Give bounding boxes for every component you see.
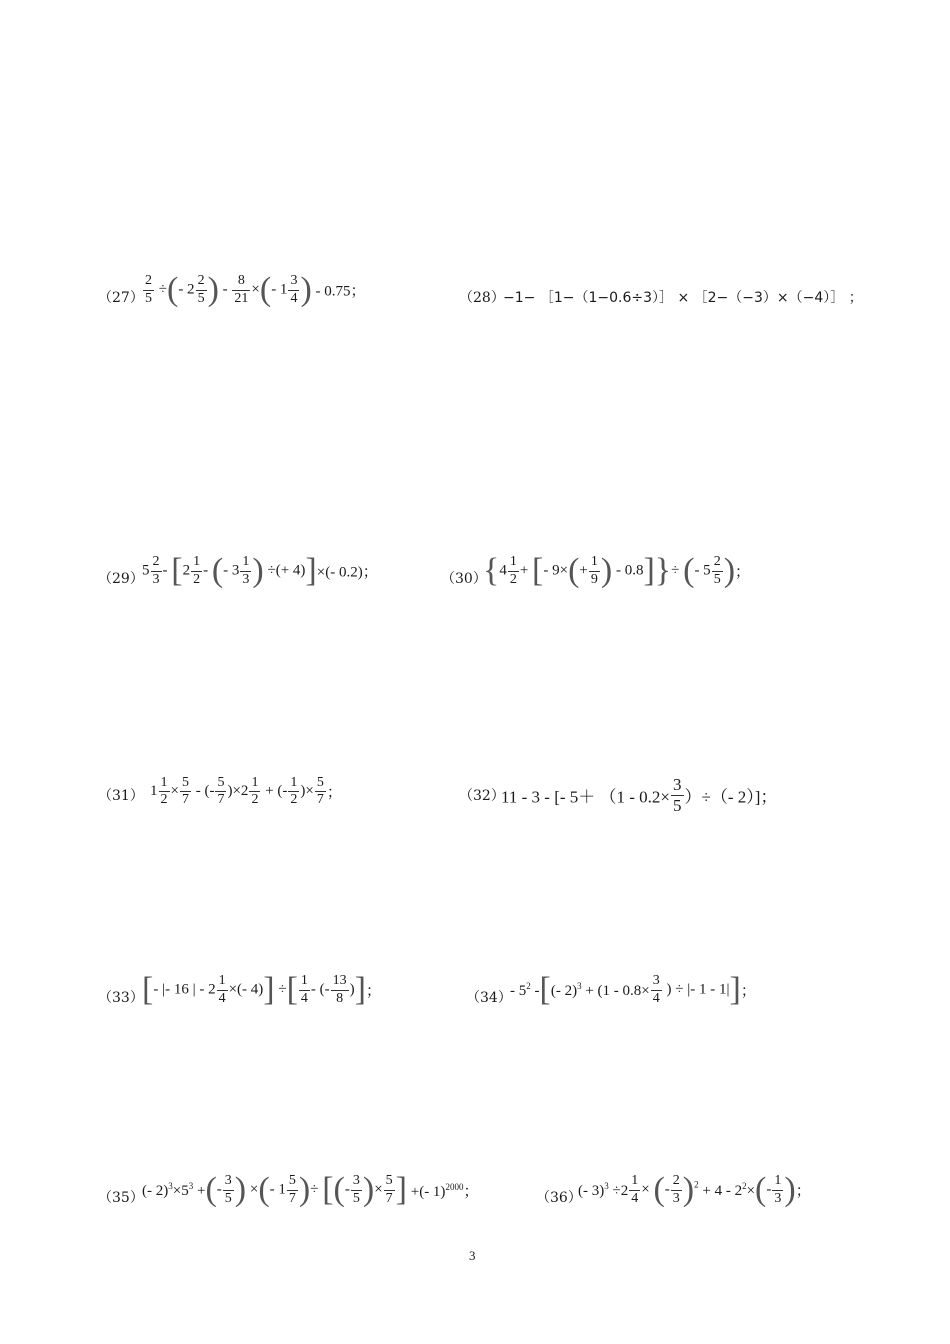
problem-expression: (- $2)^3\times 5^3$ +(- $\frac{3}{5}$ ) ×(- 1 $\frac{5}{7}$ )÷ [(- $\frac{3}{5}$ )× $\frac{5}{7}$ ] +(- 1)$^{2000}$； [142, 1171, 479, 1208]
problem-label: （36） [536, 1190, 582, 1206]
problem-label: （29） [98, 571, 144, 587]
problem-label: （30） [441, 571, 487, 587]
problem-label: （31） [98, 788, 144, 804]
problem-label: （28） [459, 290, 505, 306]
problem-expression: $\frac{2}{5}$ ÷(- 2 $\frac{2}{5}$ ) - $\frac{8}{21}$ ×(- 1 $\frac{3}{4}$ ) - 0.75； [145, 271, 366, 308]
problem-label: （33） [98, 990, 144, 1006]
problem-label: （35） [98, 1190, 144, 1206]
page-number: 3 [469, 1248, 476, 1263]
problem-expression: 1 $\frac{1}{2}$ × $\frac{5}{7}$ - (- $\frac{5}{7}$ )×2 $\frac{1}{2}$ + (- $\frac{1}{2}$ )× $\frac{5}{7}$ ； [150, 775, 342, 808]
problem-expression: −1− ［1−（1−0.6÷3）］ × ［2−（−3）×（−4）］ ； [503, 290, 863, 306]
problem-label: （32） [459, 788, 505, 804]
problem-expression: 5 $\frac{2}{3}$ - [2 $\frac{1}{2}$ - (- 3 $\frac{1}{3}$ ) ÷(+ 4)]×(- 0.2)； [142, 552, 378, 589]
problem-label: （27） [98, 290, 144, 306]
problem-expression: 11 - 3 - [- 5＋ （1 - 0.2× $\frac{3}{5}$ ）÷（- 2）]； [501, 775, 778, 815]
problem-expression: {4 $\frac{1}{2}$ + [- 9×(+ $\frac{1}{9}$ ) - 0.8]}÷ (- 5 $\frac{2}{5}$ )； [483, 552, 751, 589]
problem-label: （34） [466, 990, 512, 1006]
problem-expression: (- 3)$^3$ ÷2 $\frac{1}{4}$ × (- $\frac{2}{3}$ )$^2 + 4 - 2^2\times(-$ $\frac{1}{3}$ )； [578, 1171, 811, 1208]
problem-expression: [- |- 16 | - 2 $\frac{1}{4}$ ×(- 4)] ÷[ $\frac{1}{4}$ - (- $\frac{13}{8}$ )]； [142, 971, 382, 1008]
problem-expression: - $5^2$ -[(- 2)$^3$ + (1 - 0.8× $\frac{3}{4}$ ) ÷ |- 1 - 1|]； [510, 971, 756, 1008]
